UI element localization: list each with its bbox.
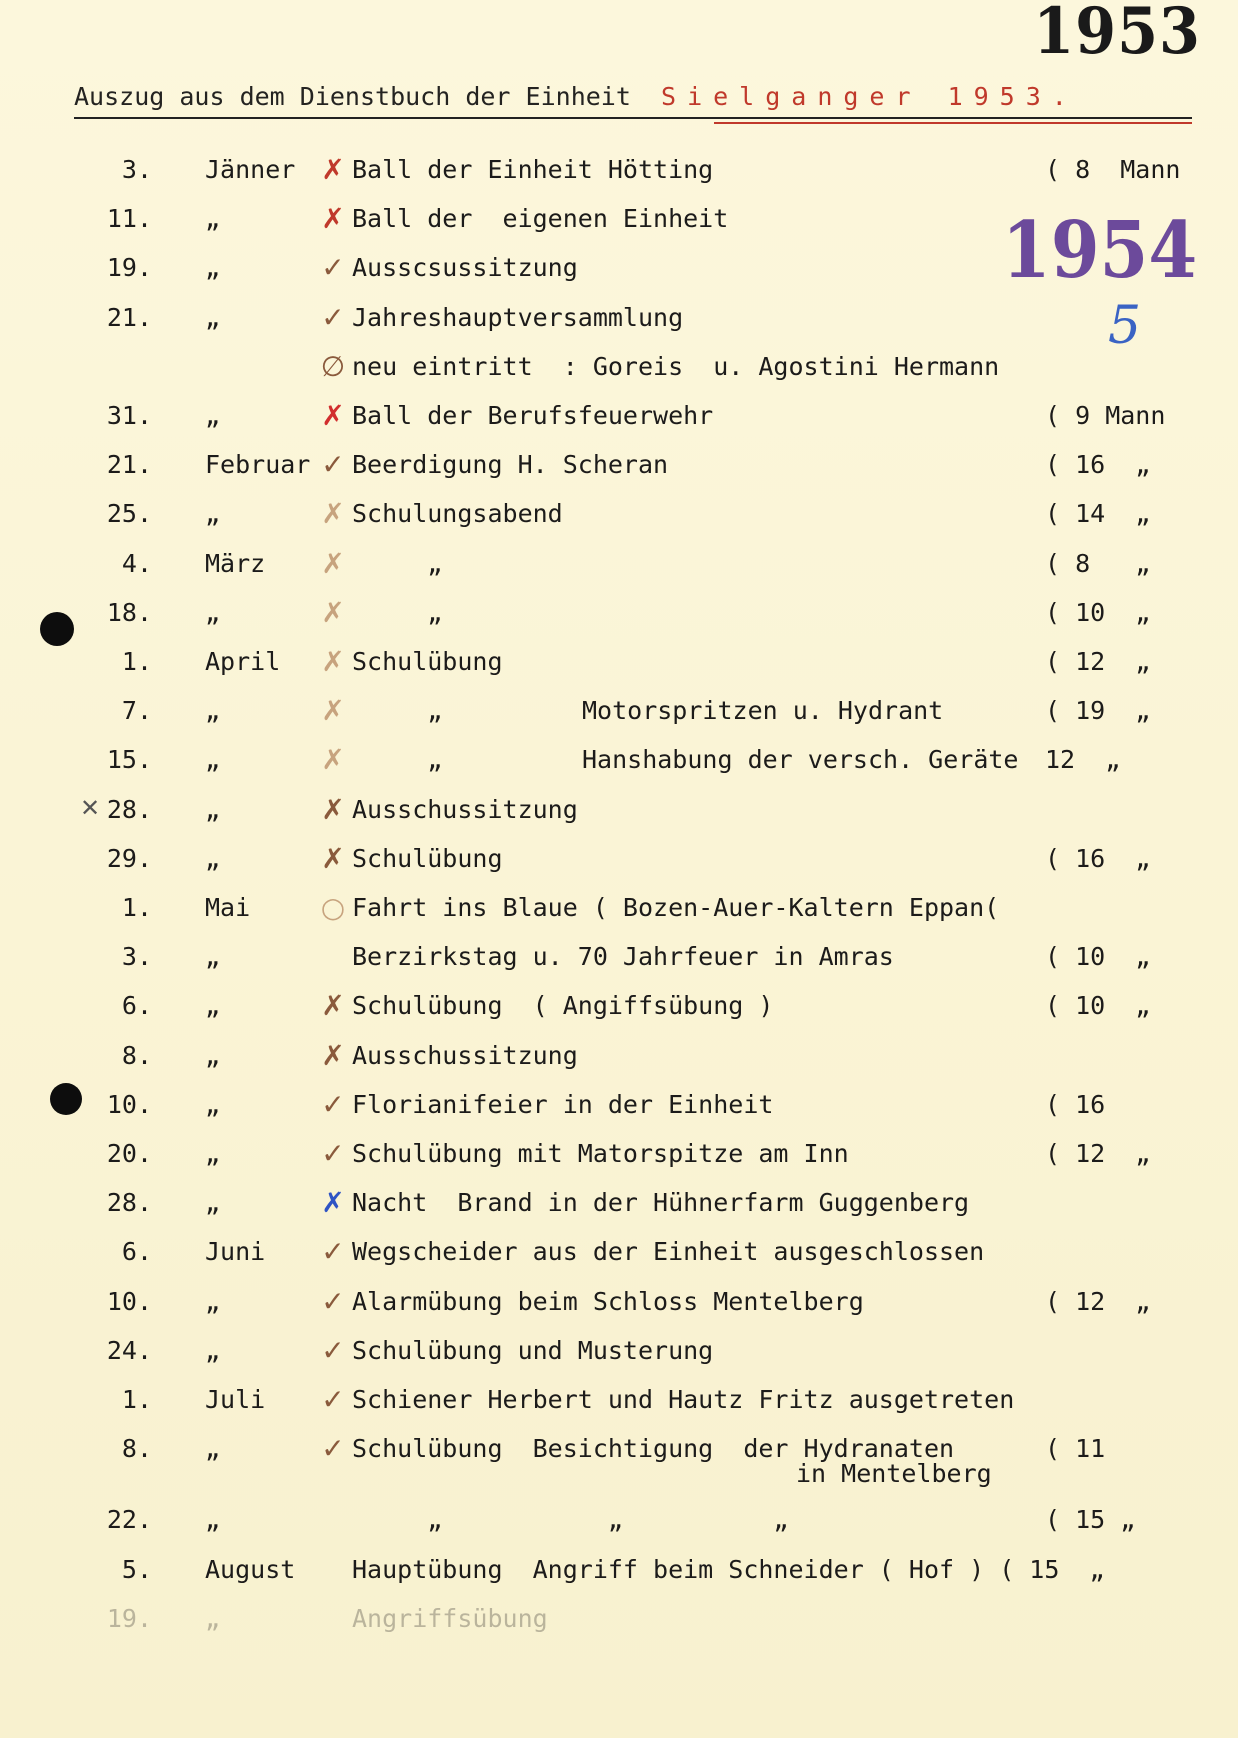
entry-description: neu eintritt : Goreis u. Agostini Hermann [352, 351, 1000, 381]
entry-month: „ [205, 1089, 221, 1119]
list-item [0, 499, 1238, 533]
entry-day: 10. [106, 1286, 152, 1316]
entry-description: Angriffsübung [352, 1603, 548, 1633]
entry-day: 31. [106, 401, 152, 430]
margin-cross-mark: ✕ [80, 794, 101, 822]
entry-description: Schulübung mit Matorspitze am Inn [352, 1139, 849, 1168]
entry-description: Hauptübung Angriff beim Schneider ( Hof ) ( 15 „ [352, 1554, 1105, 1584]
entry-check-mark: ✗ [321, 1038, 345, 1072]
entry-month: Juli [205, 1385, 266, 1414]
list-item [0, 696, 1238, 730]
entry-description: Schulübung und Musterung [352, 1335, 714, 1365]
entry-check-mark: ✓ [321, 1087, 345, 1121]
entry-day: 4. [121, 548, 152, 578]
entry-description: Schulübung ( Angiffsübung ) [352, 991, 774, 1021]
entry-description: Nacht Brand in der Hühnerfarm Guggenberg [352, 1188, 970, 1218]
entry-month: „ [205, 942, 221, 972]
list-item [0, 1604, 1238, 1638]
entry-check-mark: ✓ [321, 1333, 345, 1367]
entry-day: 21. [106, 302, 152, 332]
entry-day: 3. [121, 942, 152, 972]
entry-count: ( 10 „ [1045, 942, 1151, 972]
entry-check-mark: ✗ [321, 546, 345, 580]
list-item [0, 792, 1238, 829]
entry-count: ( 10 „ [1045, 597, 1151, 627]
entry-description: Ausscsussitzung [352, 253, 578, 283]
entry-day: 19. [106, 1603, 152, 1633]
entry-check-mark: ○ [320, 891, 346, 924]
list-item [0, 401, 1238, 435]
entry-month: „ [205, 1505, 221, 1535]
entry-count: ( 8 „ [1045, 548, 1151, 578]
entry-check-mark: ✓ [321, 251, 345, 285]
list-item [0, 942, 1238, 976]
entry-description: Schiener Herbert und Hautz Fritz ausgetreten [352, 1385, 1015, 1414]
entry-check-mark: ✓ [321, 1137, 345, 1170]
entry-month: „ [205, 1603, 221, 1633]
entry-day: 24. [106, 1335, 152, 1365]
entry-day: 28. [106, 1188, 152, 1218]
entry-month: „ [205, 1188, 221, 1218]
entry-day: 11. [106, 204, 152, 234]
entry-description: Schulübung [352, 843, 503, 873]
entry-description: Ausschussitzung [352, 794, 578, 824]
entry-check-mark: ✗ [321, 497, 345, 531]
entry-check-mark: ✗ [321, 595, 345, 629]
entry-check-mark: ✗ [321, 694, 345, 728]
entry-count: ( 12 „ [1045, 1139, 1151, 1168]
entry-month: „ [205, 1434, 221, 1464]
entry-check-mark: ✓ [321, 1432, 345, 1466]
entry-detail: Motorspritzen u. Hydrant [582, 696, 944, 726]
entry-detail: Hanshabung der versch. Geräte [582, 745, 1019, 775]
entry-count: ( 11 [1045, 1434, 1106, 1464]
entry-description: „ [352, 597, 443, 627]
entry-day: 21. [106, 450, 152, 480]
entry-count: ( 12 „ [1045, 1286, 1151, 1316]
list-item [0, 1087, 1238, 1124]
entry-month: „ [205, 696, 221, 726]
entry-description: „ „ „ [352, 1505, 789, 1535]
entry-check-mark: ✓ [321, 300, 345, 334]
list-item [0, 1188, 1238, 1222]
entry-day: 20. [106, 1139, 152, 1168]
entry-month: „ [205, 1286, 221, 1316]
entry-month: „ [205, 499, 221, 529]
entry-check-mark: ✓ [321, 448, 345, 482]
entry-count: ( 16 [1045, 1089, 1106, 1119]
list-item [0, 1333, 1238, 1370]
entry-count: ( 16 „ [1045, 450, 1151, 480]
entry-check-mark: ✗ [321, 792, 345, 826]
entry-day: 22. [106, 1505, 152, 1535]
list-item [0, 1284, 1238, 1321]
entry-check-mark: ✗ [321, 841, 345, 875]
entry-check-mark: ✗ [321, 645, 345, 678]
entry-description: Ball der eigenen Einheit [352, 204, 729, 234]
entry-description: Berzirkstag u. 70 Jahrfeuer in Amras [352, 942, 894, 972]
entry-check-mark: ✗ [321, 989, 345, 1023]
entry-month: „ [205, 401, 221, 430]
entry-month: „ [205, 204, 221, 234]
entry-description: Schulübung Besichtigung der Hydranaten [352, 1434, 955, 1464]
entry-description: Jahreshauptversammlung [352, 302, 684, 332]
entry-check-mark: ∅ [320, 349, 346, 383]
entry-check-mark: ✗ [321, 153, 345, 186]
entry-description: „ [352, 696, 443, 726]
entry-description: „ [352, 548, 443, 578]
entry-check-mark: ✓ [321, 1284, 345, 1318]
entry-month: März [205, 548, 266, 578]
entry-day: 6. [121, 1237, 152, 1267]
list-item [0, 546, 1238, 583]
entry-month: Mai [205, 893, 251, 922]
entry-description: Ausschussitzung [352, 1040, 578, 1070]
year-stamp-1953: 1953 [1033, 0, 1201, 69]
entry-day: 5. [121, 1554, 152, 1584]
entry-day: 8. [121, 1040, 152, 1070]
entry-month: Juni [205, 1237, 266, 1267]
list-item [0, 991, 1238, 1025]
entry-count: ( 10 „ [1045, 991, 1151, 1021]
entry-month: „ [205, 745, 221, 775]
entry-month: „ [205, 1139, 221, 1168]
entry-month: August [205, 1554, 296, 1584]
entry-day: 8. [121, 1434, 152, 1464]
entry-day: 29. [106, 843, 152, 873]
entry-month: „ [205, 794, 221, 824]
entry-day: 1. [121, 1385, 152, 1414]
entry-month: „ [205, 991, 221, 1021]
entry-day: 25. [106, 499, 152, 529]
entry-day: 18. [106, 597, 152, 627]
entry-month: „ [205, 597, 221, 627]
entry-month: April [205, 647, 281, 676]
unit-name: Sielganger 1953. [661, 82, 1078, 111]
entry-description: Schulungsabend [352, 499, 563, 529]
list-item [0, 253, 1238, 287]
list-item [0, 595, 1238, 632]
entry-month: „ [205, 302, 221, 332]
entry-month: „ [205, 843, 221, 873]
list-item [0, 647, 1238, 681]
entry-check-mark: ✗ [321, 202, 345, 236]
list-item [0, 155, 1238, 189]
title-prefix: Auszug aus dem Dienstbuch der Einheit [74, 82, 631, 111]
entry-count: ( 16 „ [1045, 843, 1151, 873]
entry-check-mark: ✗ [321, 399, 345, 432]
entry-month: Jänner [205, 155, 296, 184]
list-item [0, 1139, 1238, 1173]
entry-day: 6. [121, 991, 152, 1021]
entry-check-mark: ✗ [321, 743, 345, 777]
handwritten-number: 5 [1108, 296, 1142, 356]
entry-description: Wegscheider aus der Einheit ausgeschlossen [352, 1237, 985, 1267]
year-stamp-1954: 1954 [1001, 205, 1198, 296]
entry-day: 7. [121, 696, 152, 726]
entry-count: 12 „ [1045, 745, 1121, 775]
entry-description: „ [352, 745, 443, 775]
entry-count: ( 19 „ [1045, 696, 1151, 726]
list-item [0, 450, 1238, 484]
entry-month: Februar [205, 450, 311, 480]
entry-month: „ [205, 253, 221, 283]
entry-day: 10. [106, 1089, 152, 1119]
list-item [0, 1237, 1238, 1271]
entry-check-mark: ✓ [321, 1235, 345, 1269]
list-item [0, 204, 1238, 238]
list-item [0, 1555, 1238, 1589]
list-item [0, 841, 1238, 878]
list-item [0, 893, 1238, 927]
list-item [0, 1505, 1238, 1539]
entry-continuation: in Mentelberg [796, 1459, 992, 1489]
entry-day: 1. [121, 647, 152, 676]
list-item [0, 1385, 1238, 1419]
entry-day: 28. [106, 794, 152, 824]
entry-month: „ [205, 1040, 221, 1070]
entry-count: ( 8 Mann [1045, 155, 1181, 184]
entry-description: Ball der Einheit Hötting [352, 155, 714, 184]
entry-count: ( 12 „ [1045, 647, 1151, 676]
entry-description: Florianifeier in der Einheit [352, 1089, 774, 1119]
list-item [0, 745, 1238, 779]
entry-description: Beerdigung H. Scheran [352, 450, 669, 480]
entry-count: ( 14 „ [1045, 499, 1151, 529]
list-item [0, 1038, 1238, 1075]
entry-day: 3. [121, 155, 152, 184]
entry-day: 19. [106, 253, 152, 283]
entry-day: 1. [121, 893, 152, 922]
entry-description: Ball der Berufsfeuerwehr [352, 401, 714, 430]
entry-month: „ [205, 1335, 221, 1365]
entry-description: Alarmübung beim Schloss Mentelberg [352, 1286, 864, 1316]
entry-check-mark: ✓ [321, 1383, 345, 1416]
entry-count: ( 9 Mann [1045, 401, 1166, 430]
list-item [0, 1434, 1238, 1468]
entry-description: Fahrt ins Blaue ( Bozen-Auer-Kaltern Eppan( [352, 893, 1000, 922]
entry-day: 15. [106, 745, 152, 775]
list-item [0, 349, 1238, 386]
list-item [0, 300, 1238, 337]
entry-count: ( 15 „ [1045, 1505, 1136, 1535]
entry-check-mark: ✗ [321, 1186, 345, 1220]
entry-description: Schulübung [352, 647, 503, 676]
